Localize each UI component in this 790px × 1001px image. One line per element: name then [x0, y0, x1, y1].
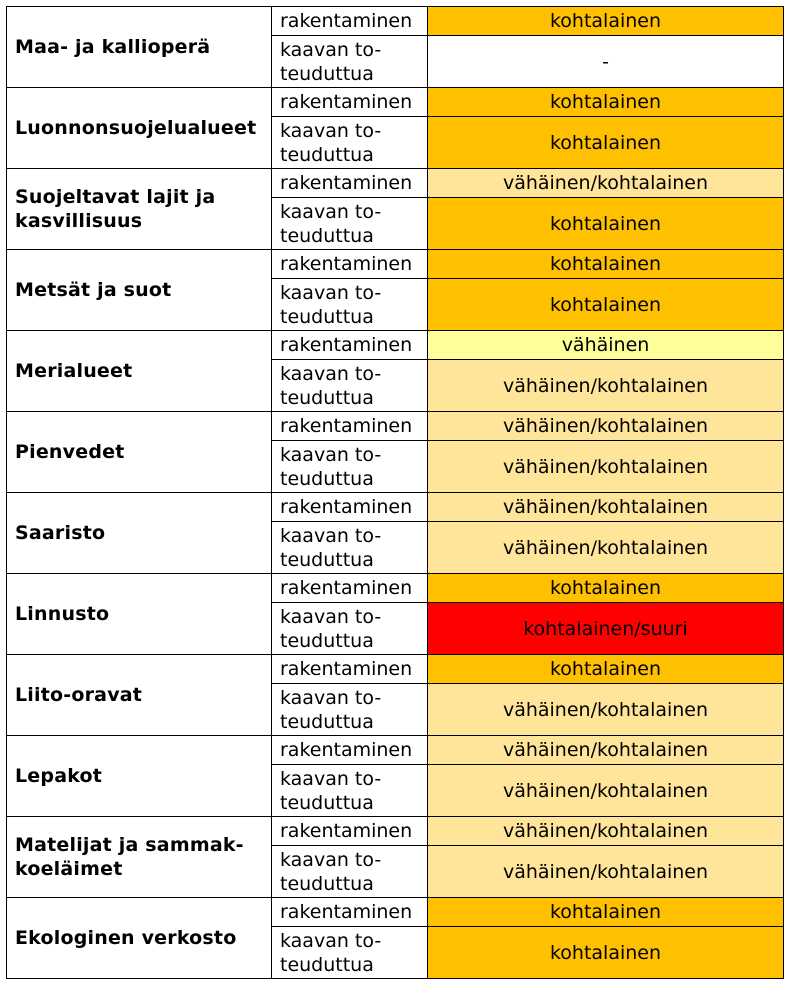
phase-cell: [272, 817, 428, 846]
impact-value: kohtalainen: [549, 941, 662, 964]
impact-value: vähäinen/kohtalainen: [502, 536, 709, 559]
phase-label: rakentaminen: [280, 91, 413, 113]
topic-cell: [7, 574, 272, 655]
topic-cell: [7, 169, 272, 250]
impact-value-cell: [428, 765, 784, 817]
phase-cell: [272, 279, 428, 331]
topic-label: Merialueet: [15, 360, 133, 382]
impact-value-cell: [428, 7, 784, 36]
table-row: [7, 331, 784, 360]
impact-value-cell: [428, 360, 784, 412]
impact-value-cell: [428, 493, 784, 522]
phase-label: rakentaminen: [280, 658, 413, 680]
impact-value-cell: [428, 898, 784, 927]
impact-value-cell: [428, 250, 784, 279]
impact-value-cell: [428, 412, 784, 441]
impact-value: kohtalainen: [549, 91, 662, 113]
impact-value-cell: [428, 88, 784, 117]
impact-value: -: [602, 50, 609, 73]
impact-value: kohtalainen: [549, 658, 662, 680]
topic-label: Lepakot: [15, 765, 103, 787]
phase-cell: [272, 522, 428, 574]
phase-label-line1: kaavan to-: [280, 200, 382, 223]
impact-value: vähäinen/kohtalainen: [502, 374, 709, 397]
phase-cell: [272, 169, 428, 198]
phase-label-line2: teuduttua: [280, 548, 374, 571]
phase-cell: [272, 88, 428, 117]
phase-label-line2: teuduttua: [280, 467, 374, 490]
topic-cell: [7, 412, 272, 493]
table-row: [7, 169, 784, 198]
table-row: [7, 88, 784, 117]
topic-cell: [7, 250, 272, 331]
impact-value-cell: [428, 655, 784, 684]
table-row: [7, 493, 784, 522]
phase-cell: [272, 493, 428, 522]
impact-value: vähäinen/kohtalainen: [502, 455, 709, 478]
phase-cell: [272, 927, 428, 979]
phase-cell: [272, 765, 428, 817]
phase-label-line2: teuduttua: [280, 791, 374, 814]
phase-label-line1: kaavan to-: [280, 38, 382, 61]
phase-label: rakentaminen: [280, 496, 413, 518]
phase-label: rakentaminen: [280, 172, 413, 194]
impact-value: vähäinen/kohtalainen: [502, 860, 709, 883]
phase-label-line2: teuduttua: [280, 953, 374, 976]
phase-label-line2: teuduttua: [280, 305, 374, 328]
phase-cell: [272, 198, 428, 250]
phase-cell: [272, 7, 428, 36]
impact-value: kohtalainen: [549, 577, 662, 599]
topic-label: Pienvedet: [15, 441, 125, 463]
phase-label-line1: kaavan to-: [280, 929, 382, 952]
impact-value-cell: [428, 522, 784, 574]
phase-cell: [272, 655, 428, 684]
topic-label: Saaristo: [15, 522, 106, 544]
table-row: [7, 736, 784, 765]
phase-label: rakentaminen: [280, 577, 413, 599]
table-row: [7, 655, 784, 684]
phase-cell: [272, 36, 428, 88]
phase-label-line2: teuduttua: [280, 872, 374, 895]
phase-label-line2: teuduttua: [280, 386, 374, 409]
topic-label: Luonnonsuojelualueet: [15, 117, 257, 139]
impact-value: vähäinen/kohtalainen: [502, 496, 709, 518]
phase-label-line1: kaavan to-: [280, 119, 382, 142]
impact-value-cell: [428, 331, 784, 360]
impact-value-cell: [428, 198, 784, 250]
phase-label: rakentaminen: [280, 415, 413, 437]
impact-value: vähäinen/kohtalainen: [502, 415, 709, 437]
impact-value-cell: [428, 817, 784, 846]
impact-assessment-table: [6, 6, 784, 979]
impact-value-cell: [428, 279, 784, 331]
phase-label: rakentaminen: [280, 10, 413, 32]
impact-value: kohtalainen: [549, 131, 662, 154]
impact-value: kohtalainen/suuri: [523, 617, 688, 640]
impact-value-cell: [428, 169, 784, 198]
topic-cell: [7, 898, 272, 979]
impact-value: vähäinen/kohtalainen: [502, 172, 709, 194]
phase-cell: [272, 360, 428, 412]
topic-cell: [7, 331, 272, 412]
phase-label-line2: teuduttua: [280, 143, 374, 166]
phase-label-line2: teuduttua: [280, 710, 374, 733]
topic-cell: [7, 7, 272, 88]
topic-cell: [7, 655, 272, 736]
phase-label: rakentaminen: [280, 901, 413, 923]
impact-value: kohtalainen: [549, 293, 662, 316]
topic-label-line1: Suojeltavat lajit ja: [15, 186, 216, 208]
phase-cell: [272, 412, 428, 441]
phase-label-line1: kaavan to-: [280, 281, 382, 304]
phase-label-line1: kaavan to-: [280, 767, 382, 790]
topic-label: Ekologinen verkosto: [15, 927, 237, 949]
table-row: [7, 574, 784, 603]
phase-cell: [272, 250, 428, 279]
impact-value-cell: [428, 846, 784, 898]
phase-label-line1: kaavan to-: [280, 443, 382, 466]
impact-value-cell: [428, 441, 784, 493]
topic-label-line2: kasvillisuus: [15, 210, 143, 232]
phase-label: rakentaminen: [280, 253, 413, 275]
impact-value-cell: [428, 736, 784, 765]
phase-cell: [272, 331, 428, 360]
table-row: [7, 7, 784, 36]
phase-label-line2: teuduttua: [280, 62, 374, 85]
phase-label: rakentaminen: [280, 820, 413, 842]
phase-label-line2: teuduttua: [280, 224, 374, 247]
table-row: [7, 250, 784, 279]
phase-label-line1: kaavan to-: [280, 848, 382, 871]
impact-value-cell: [428, 684, 784, 736]
phase-label-line2: teuduttua: [280, 629, 374, 652]
impact-value-cell: [428, 603, 784, 655]
phase-label: rakentaminen: [280, 739, 413, 761]
topic-label-line2: koeläimet: [15, 858, 123, 880]
impact-value: vähäinen/kohtalainen: [502, 739, 709, 761]
impact-value: kohtalainen: [549, 253, 662, 275]
phase-cell: [272, 603, 428, 655]
phase-label-line1: kaavan to-: [280, 362, 382, 385]
phase-cell: [272, 684, 428, 736]
impact-value: vähäinen/kohtalainen: [502, 820, 709, 842]
phase-label-line1: kaavan to-: [280, 524, 382, 547]
phase-label: rakentaminen: [280, 334, 413, 356]
table-row: [7, 412, 784, 441]
topic-cell: [7, 493, 272, 574]
impact-value-cell: [428, 117, 784, 169]
impact-value: vähäinen/kohtalainen: [502, 698, 709, 721]
phase-cell: [272, 117, 428, 169]
topic-cell: [7, 88, 272, 169]
phase-cell: [272, 736, 428, 765]
impact-value: kohtalainen: [549, 901, 662, 923]
phase-cell: [272, 846, 428, 898]
impact-value: kohtalainen: [549, 212, 662, 235]
topic-cell: [7, 736, 272, 817]
impact-value: kohtalainen: [549, 10, 662, 32]
phase-cell: [272, 898, 428, 927]
topic-cell: [7, 817, 272, 898]
phase-cell: [272, 441, 428, 493]
table-row: [7, 817, 784, 846]
topic-label: Maa- ja kallioperä: [15, 36, 211, 58]
phase-label-line1: kaavan to-: [280, 605, 382, 628]
topic-label: Metsät ja suot: [15, 279, 172, 301]
impact-value-cell: [428, 36, 784, 88]
impact-value-cell: [428, 927, 784, 979]
topic-label-line1: Matelijat ja sammak-: [15, 834, 244, 856]
table-row: [7, 898, 784, 927]
impact-value-cell: [428, 574, 784, 603]
phase-label-line1: kaavan to-: [280, 686, 382, 709]
impact-value: vähäinen/kohtalainen: [502, 779, 709, 802]
phase-cell: [272, 574, 428, 603]
topic-label: Linnusto: [15, 603, 110, 625]
impact-value: vähäinen: [561, 334, 650, 356]
topic-label: Liito-oravat: [15, 684, 143, 706]
